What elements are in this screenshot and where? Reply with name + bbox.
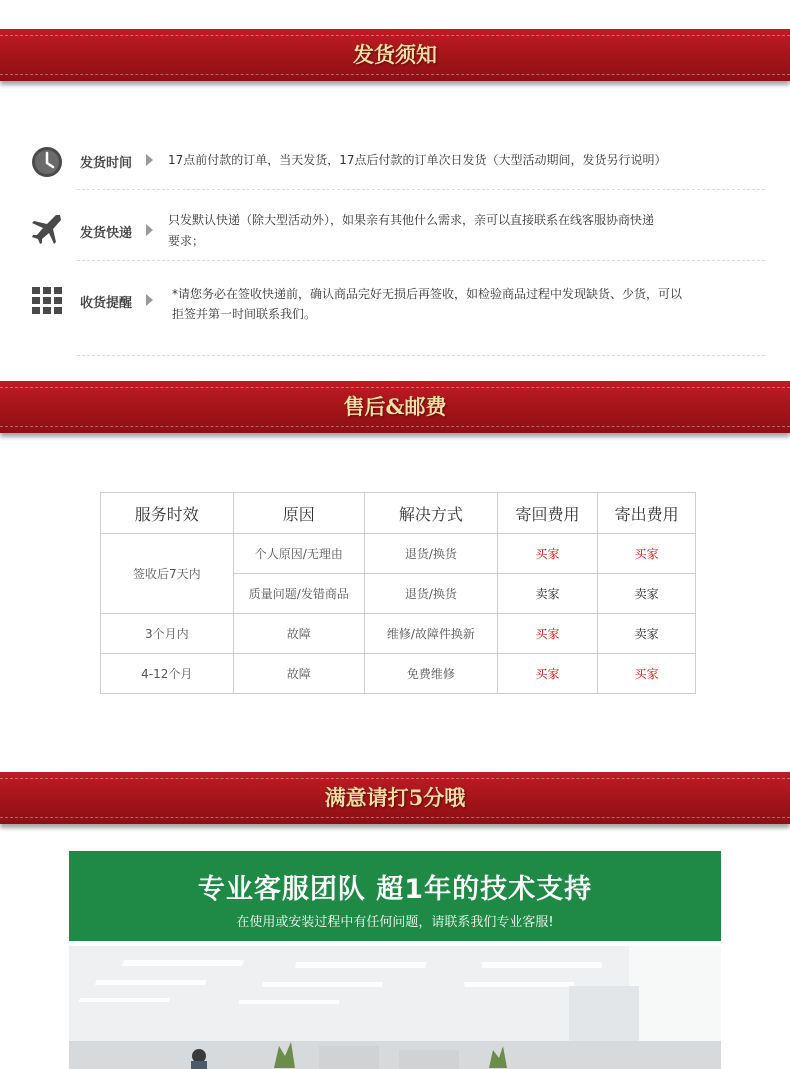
rating-banner (0, 772, 790, 824)
reason-cell: 故障 (233, 614, 365, 654)
send-fee-cell: 买家 (598, 654, 696, 694)
row-label: 收货提醒 (80, 296, 133, 311)
row-label: 发货时间 (80, 156, 133, 171)
divider (77, 189, 765, 190)
divider (77, 260, 765, 261)
after-sales-banner (0, 381, 790, 433)
solution-cell: 免费维修 (365, 654, 498, 694)
row-label: 发货快递 (80, 226, 133, 241)
row-text-line1: *请您务必在签收快递前，确认商品完好无损后再签收，如检验商品过程中发现缺货、少货，可以 (172, 287, 683, 301)
table-row (101, 614, 696, 654)
table-row (101, 654, 696, 694)
after-sales-table (100, 492, 696, 694)
return-fee-cell: 卖家 (497, 574, 598, 614)
period-cell: 3个月内 (101, 614, 234, 654)
office-scene-illustration (69, 946, 721, 1069)
airplane-icon (30, 212, 64, 246)
promo-title: 专业客服团队 超1年的技术支持 (197, 874, 593, 905)
reason-cell: 故障 (233, 654, 365, 694)
send-fee-cell: 卖家 (598, 614, 696, 654)
support-promo (69, 851, 721, 941)
return-fee-cell: 买家 (497, 534, 598, 574)
period-cell: 签收后7天内 (101, 534, 234, 614)
receipt-reminder-row (30, 282, 770, 326)
clock-icon (30, 145, 64, 179)
divider (77, 355, 765, 356)
reason-cell: 质量问题/发错商品 (233, 574, 365, 614)
row-text: 17点前付款的订单，当天发货，17点后付款的订单次日发货（大型活动期间，发货另行说明） (168, 153, 667, 167)
row-text-line2: 拒签并第一时间联系我们。 (172, 307, 317, 321)
banner-title: 发货须知 (353, 42, 437, 67)
row-text-line1: 只发默认快递（除大型活动外），如果亲有其他什么需求，亲可以直接联系在线客服协商快递 (168, 213, 655, 227)
table-header-row (101, 493, 696, 534)
table-header: 解决方式 (365, 493, 498, 534)
arrow-right-icon (146, 294, 153, 306)
shipping-courier-row (30, 210, 770, 254)
table-header: 寄回费用 (497, 493, 598, 534)
arrow-right-icon (146, 154, 153, 166)
send-fee-cell: 买家 (598, 534, 696, 574)
solution-cell: 退货/换货 (365, 534, 498, 574)
grid-icon (30, 284, 64, 318)
return-fee-cell: 买家 (497, 614, 598, 654)
shipping-time-row (30, 145, 770, 177)
arrow-right-icon (146, 224, 153, 236)
office-photo (69, 946, 721, 1069)
solution-cell: 退货/换货 (365, 574, 498, 614)
table-header: 服务时效 (101, 493, 234, 534)
banner-title: 售后&邮费 (343, 394, 447, 419)
table-header: 寄出费用 (598, 493, 696, 534)
banner-title: 满意请打5分哦 (324, 785, 466, 810)
promo-subtitle: 在使用或安装过程中有任何问题，请联系我们专业客服! (236, 915, 554, 930)
shipping-notice-banner (0, 29, 790, 81)
row-text-line2: 要求； (168, 234, 205, 248)
send-fee-cell: 卖家 (598, 574, 696, 614)
solution-cell: 维修/故障件换新 (365, 614, 498, 654)
period-cell: 4-12个月 (101, 654, 234, 694)
table-header: 原因 (233, 493, 365, 534)
table-row (101, 534, 696, 574)
reason-cell: 个人原因/无理由 (233, 534, 365, 574)
return-fee-cell: 买家 (497, 654, 598, 694)
